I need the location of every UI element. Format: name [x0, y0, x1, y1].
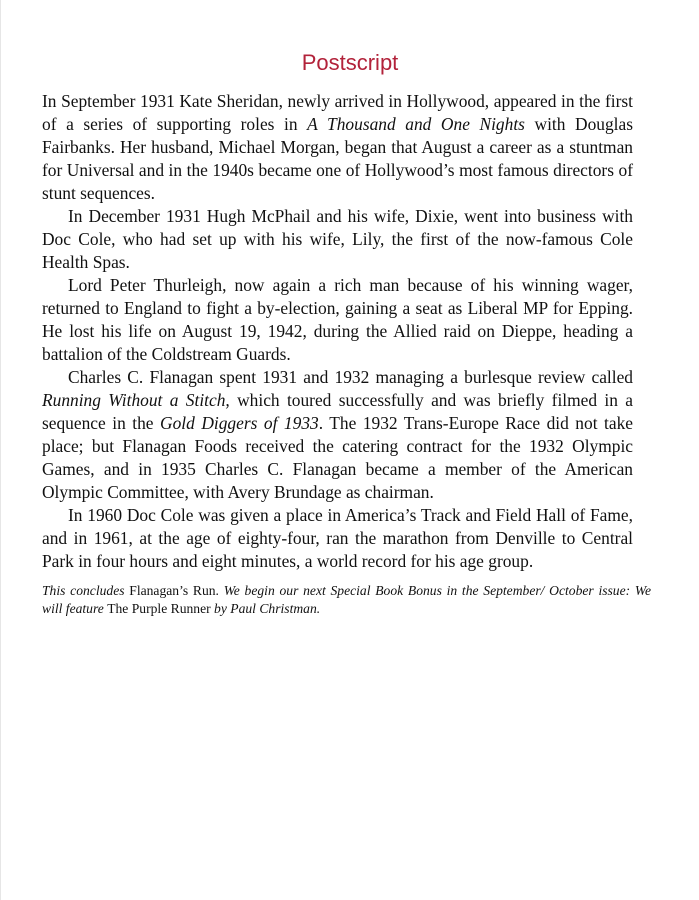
page-title: Postscript: [301, 50, 399, 75]
paragraph-4-text-e: . The 1932 Trans-Europe Race did not take place; but Flanagan Foods received the catering contract for the 1932 Olympic Games, and in 1935 Charles C. Flanagan became a member of the American Olympic Committee, with Avery Brundage as chairman.: [42, 413, 634, 502]
paragraph-4-text-c: which toured successfully and was briefly filmed in a sequence in the: [42, 390, 633, 433]
body-text: [42, 90, 633, 573]
paragraph-5: In 1960 Doc Cole was given a place in America’s Track and Field Hall of Fame, and in 1961, at the age of eighty-four, ran the marathon from Denville to Central Park in four hours and eight minutes, a world record for his age group.: [42, 505, 633, 571]
editor-note-text-e: by Paul Christman.: [210, 601, 321, 616]
film-title-gold-diggers: Gold Diggers of 1933: [160, 413, 319, 433]
paragraph-4-text-a: Charles C. Flanagan spent 1931 and 1932 managing a burlesque review called: [68, 367, 633, 387]
paragraph-4: [42, 366, 633, 504]
paragraph-1-text-c: with Douglas Fairbanks. Her husband, Michael Morgan, began that August a career as a stuntman for Universal and in the 1940s became one of Hollywood’s most famous directors of stunt sequences.: [42, 114, 634, 203]
paragraph-3: Lord Peter Thurleigh, now again a rich man because of his winning wager, returned to England to fight a by-election, gaining a seat as Liberal MP for Epping. He lost his life on August 19, 1942, during the Allied raid on Dieppe, heading a battalion of the Coldstream Guards.: [42, 275, 633, 364]
film-title-a-thousand-and-one-nights: A Thousand and One Nights: [307, 114, 525, 134]
paragraph-1-text-a: In September 1931 Kate Sheridan, newly arrived in Hollywood, appeared in the first of a series of supporting roles in: [42, 91, 633, 134]
book-title-the-purple-runner: The Purple Runner: [107, 601, 211, 616]
paragraph-2: In December 1931 Hugh McPhail and his wife, Dixie, went into business with Doc Cole, who had set up with his wife, Lily, the first of the now-famous Cole Health Spas.: [42, 206, 633, 272]
paragraph-1: [42, 90, 633, 205]
book-title-flanagans-run: Flanagan’s Run.: [129, 583, 219, 598]
title-running-without-a-stitch: Running Without a Stitch,: [42, 390, 230, 410]
editor-note: [42, 582, 651, 618]
editor-note-text-a: This concludes: [42, 583, 130, 598]
editor-note-text-c: We begin our next Special Book Bonus in the September/ October issue: We will feature: [42, 583, 652, 616]
